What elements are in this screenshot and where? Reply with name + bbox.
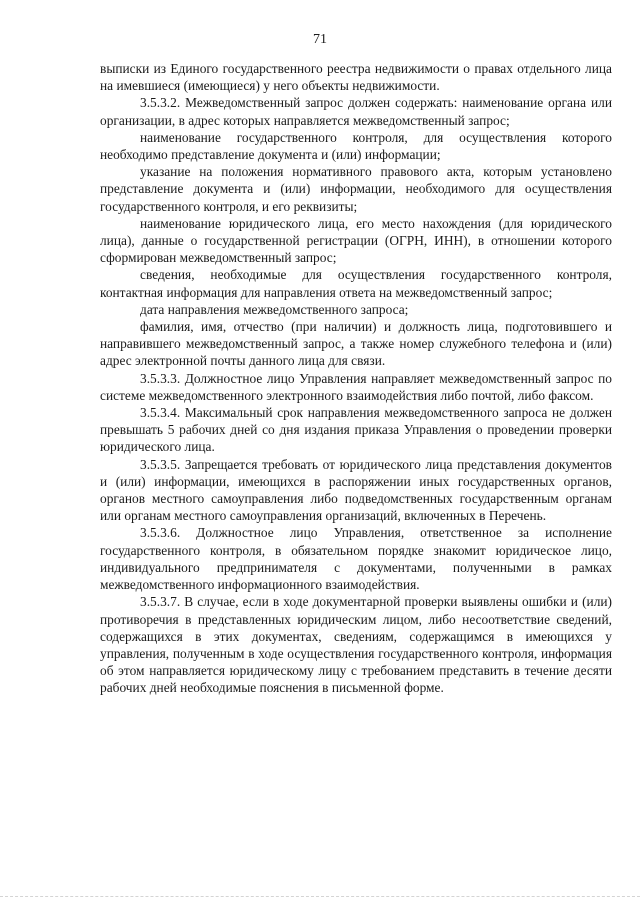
paragraph-3-5-3-2: 3.5.3.2. Межведомственный запрос должен содержать: наименование органа или организации, в адрес которых направляется межведомственный запрос; xyxy=(100,95,612,128)
paragraph-legal-act: указание на положения нормативного правового акта, которым установлено представление документа и (или) информации, необходимого для осуществления государственного контроля, и его реквизиты; xyxy=(100,164,612,214)
paragraph-request-date: дата направления межведомственного запроса; xyxy=(140,301,409,317)
paragraph-continuation: выписки из Единого государственного реестра недвижимости о правах отдельного лица на имевшиеся (имеющиеся) у него объекты недвижимости. xyxy=(100,61,612,94)
paragraph-contact-info: сведения, необходимые для осуществления государственного контроля, контактная информация для направления ответа на межведомственный запрос; xyxy=(100,267,612,300)
page-number: 71 xyxy=(313,32,327,47)
paragraph-responsible-person: фамилия, имя, отчество (при наличии) и должность лица, подготовившего и направившего межведомственный запрос, а также номер служебного телефона и (или) адрес электронной почты данного лица для связи. xyxy=(100,319,612,369)
document-body xyxy=(100,60,612,697)
paragraph-3-5-3-5: 3.5.3.5. Запрещается требовать от юридического лица представления документов и (или) информации, имеющихся в распоряжении иных государственных органов, органов местного самоуправления либо подведомственных государственным органам или органам местного самоуправления организаций, включенных в Перечень. xyxy=(100,456,612,524)
paragraph-3-5-3-6: 3.5.3.6. Должностное лицо Управления, ответственное за исполнение государственного контроля, в обязательном порядке знакомит юридическое лицо, индивидуального предпринимателя с документами, полученными в рамках межведомственного информационного взаимодействия. xyxy=(100,525,612,593)
paragraph-control-name: наименование государственного контроля, для осуществления которого необходимо представление документа и (или) информации; xyxy=(100,129,612,163)
paragraph-3-5-3-7: 3.5.3.7. В случае, если в ходе документарной проверки выявлены ошибки и (или) противоречия в представленных юридическим лицом, либо несоответствие сведений, содержащихся в этих документах, сведениям, содержащимся в имеющихся у управления, полученным в ходе осуществления государственного контроля, информация об этом направляется юридическому лицу с требованием представить в течение десяти рабочих дней необходимые пояснения в письменной форме. xyxy=(100,594,612,696)
paragraph-legal-entity: наименование юридического лица, его место нахождения (для юридического лица), данные о государственной регистрации (ОГРН, ИНН), в отношении которого сформирован межведомственный запрос; xyxy=(100,215,612,266)
paragraph-3-5-3-3: 3.5.3.3. Должностное лицо Управления направляет межведомственный запрос по системе межведомственного электронного взаимодействия либо почтой, либо факсом. xyxy=(100,370,612,403)
scan-edge-divider xyxy=(0,896,640,899)
paragraph-3-5-3-4: 3.5.3.4. Максимальный срок направления межведомственного запроса не должен превышать 5 рабочих дней со дня издания приказа Управления о проведении проверки юридического лица. xyxy=(100,405,612,455)
